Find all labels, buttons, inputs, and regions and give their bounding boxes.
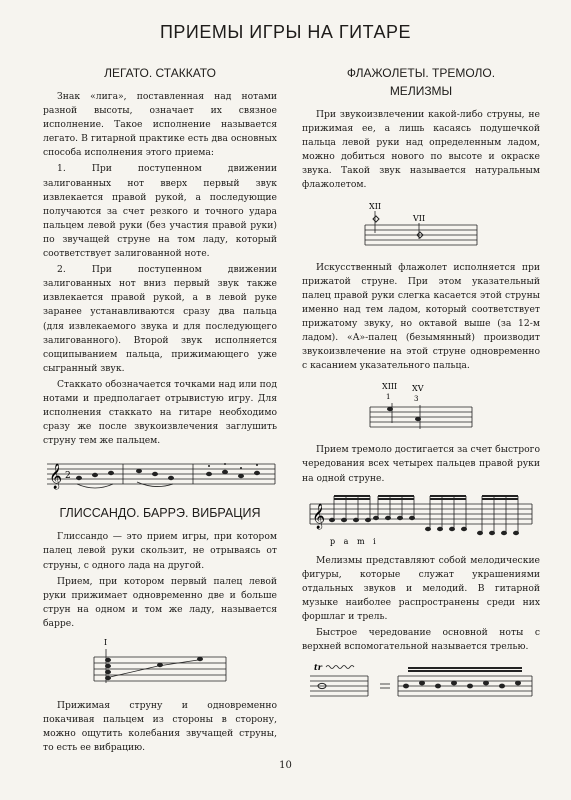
heading-harmonics: ФЛАЖОЛЕТЫ. ТРЕМОЛО. bbox=[346, 66, 496, 80]
harmonic-label: XV bbox=[412, 384, 424, 394]
barre-fret-label: I bbox=[104, 638, 108, 647]
finger-label: 3 bbox=[414, 395, 419, 404]
paragraph: Стаккато обозначается точками над или под нотами и предполагает отрывистую игру. Для исполнения стаккато на гитаре необходимо сразу же после звукоизвлечения заглушить струну тем же пальцем. bbox=[43, 378, 277, 447]
page-number: 10 bbox=[279, 760, 292, 771]
artificial-harmonic-example bbox=[366, 379, 476, 437]
heading-melismas: МЕЛИЗМЫ bbox=[389, 84, 453, 98]
svg-text:𝄞: 𝄞 bbox=[49, 464, 63, 490]
right-column bbox=[302, 66, 540, 710]
paragraph: Прижимая струну и одновременно покачивая пальцем из стороны в сторону, можно ощутить колебания звучащей струны, то есть ее вибрацию. bbox=[43, 700, 277, 754]
harmonic-label: VII bbox=[413, 213, 426, 223]
trill-mark: tr bbox=[314, 662, 322, 673]
tremolo-fingering: p a m i bbox=[330, 536, 379, 546]
left-column bbox=[43, 66, 277, 757]
svg-text:2: 2 bbox=[65, 471, 71, 482]
paragraph: При звукоизвлечении какой-либо струны, не прижимая ее, а лишь касаясь подушечкой пальца левой руки над определенным ладом, можно добиться нового по высоте и окраске звука. Такой звук называется натуральным флажолетом. bbox=[302, 109, 540, 191]
barre-music-example bbox=[90, 637, 230, 693]
staccato-music-example bbox=[43, 454, 277, 500]
heading-legato-staccato: ЛЕГАТО. СТАККАТО bbox=[104, 66, 216, 80]
natural-harmonic-example bbox=[361, 199, 481, 255]
trill-music-example bbox=[306, 660, 536, 704]
paragraph: 2. При поступенном движении залигованных нот вниз первый звук также извлекается правой рукой, а в левой руке заранее устанавливаются сразу два пальца (для извлекаемого звука и для последующего залигованного). Второй звук исполняется сощипыванием пальца, прижимающего уже сыгранный звук. bbox=[43, 264, 277, 374]
paragraph: Быстрое чередование основной ноты с верхней вспомогательной называется трелью. bbox=[302, 627, 540, 653]
harmonic-label: XII bbox=[369, 201, 382, 211]
paragraph: Глиссандо — это прием игры, при котором палец левой руки скользит, не отрываясь от струны, с одного лада на другой. bbox=[43, 531, 277, 571]
svg-text:𝄞: 𝄞 bbox=[312, 503, 326, 529]
paragraph: Искусственный флажолет исполняется при прижатой струне. При этом указательный палец правой руки слегка касается этой струны именно над тем ладом, который соответствует прижатому звуку, но октавой выше (за 12-м ладом). «А»-палец (безымянный) производит звукоизвлечение на этой струне одновременно с касанием указательного пальца. bbox=[302, 261, 540, 372]
paragraph: Знак «лига», поставленная над нотами разной высоты, означает их связное исполнение. Такое исполнение называется легато. В гитарной практике есть два основных способа исполнения этого приема: bbox=[43, 91, 277, 159]
paragraph: Мелизмы представляют собой мелодические фигуры, которые служат украшениями отдальных звуков и мелодий. В гитарной музыке наиболее распространены среди них форшлаг и трель. bbox=[302, 554, 540, 622]
harmonic-label: XIII bbox=[382, 382, 398, 392]
page-title: ПРИЕМЫ ИГРЫ НА ГИТАРЕ bbox=[159, 22, 412, 42]
paragraph: 1. При поступенном движении залигованных нот вверх первый звук извлекается правой рукой, а последующие получаются за счет резкого и точного удара пальцем левой руки (без участия правой руки) по звучащей струне на том ладу, который соответствует залигованной ноте. bbox=[43, 163, 277, 260]
paragraph: Прием, при котором первый палец левой руки прижимает одновременно две и больше струн на одном и том же ладу, называется барре. bbox=[43, 575, 277, 629]
tremolo-music-example bbox=[306, 492, 536, 548]
heading-glissando-barre: ГЛИССАНДО. БАРРЭ. ВИБРАЦИЯ bbox=[59, 506, 261, 521]
paragraph: Прием тремоло достигается за счет быстрого чередования всех четырех пальцев правой руки на одной струне. bbox=[302, 444, 540, 484]
finger-label: 1 bbox=[386, 393, 391, 402]
